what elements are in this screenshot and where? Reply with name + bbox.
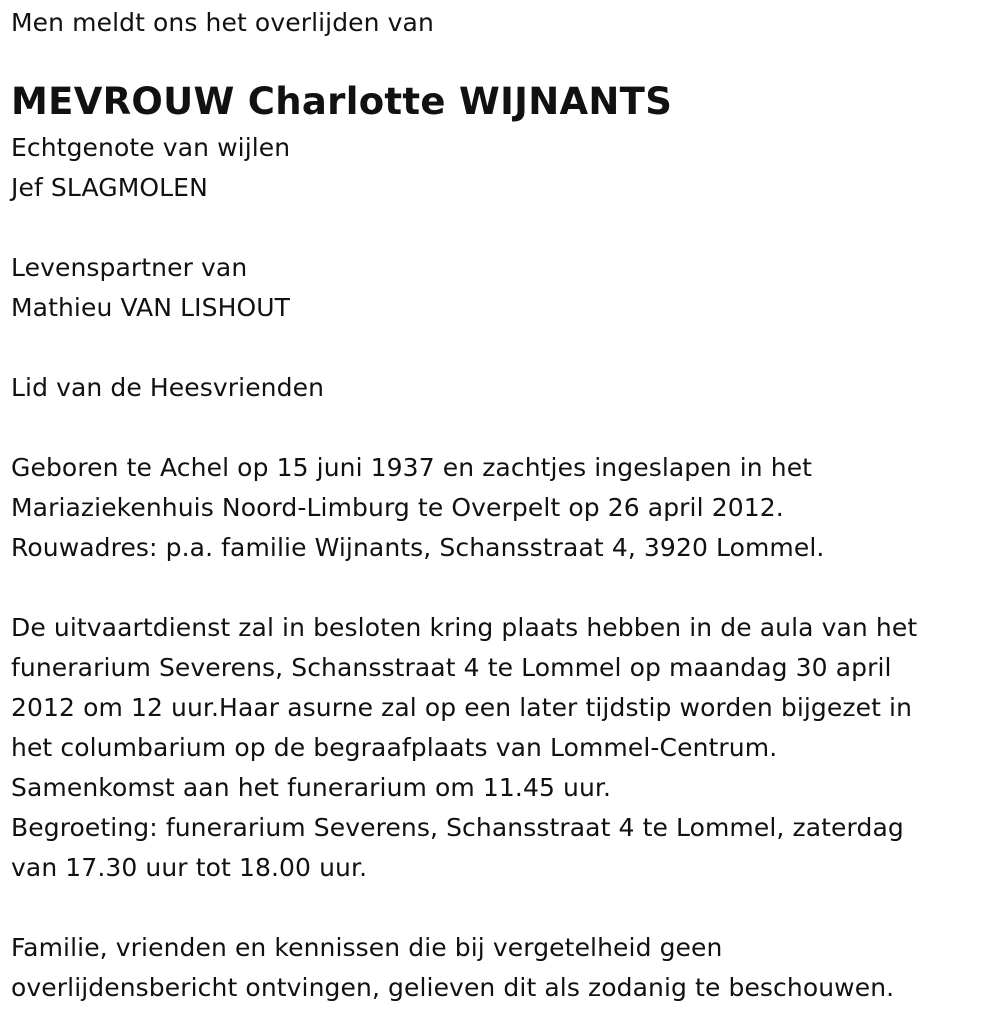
paragraph-line: Samenkomst aan het funerarium om 11.45 uur.: [11, 773, 612, 802]
partner-relation: Levenspartner van: [11, 253, 248, 282]
closing-paragraph: [11, 928, 991, 1008]
partner-name: Mathieu VAN LISHOUT: [11, 293, 291, 322]
spacer: [11, 568, 991, 608]
spacer: [11, 888, 991, 928]
paragraph-line: het columbarium op de begraafplaats van Lommel-Centrum.: [11, 733, 778, 762]
spacer: [11, 328, 991, 368]
paragraph-line: van 17.30 uur tot 18.00 uur.: [11, 853, 368, 882]
obituary-notice: [11, 0, 991, 1008]
paragraph-line: funerarium Severens, Schansstraat 4 te Lommel op maandag 30 april: [11, 653, 892, 682]
paragraph-line: Geboren te Achel op 15 juni 1937 en zachtjes ingeslapen in het: [11, 453, 813, 482]
paragraph-line: overlijdensbericht ontvingen, gelieven dit als zodanig te beschouwen.: [11, 973, 895, 1002]
paragraph-line: Mariaziekenhuis Noord-Limburg te Overpelt op 26 april 2012.: [11, 493, 784, 522]
birth-death-paragraph: [11, 448, 991, 568]
spouse-name: Jef SLAGMOLEN: [11, 173, 208, 202]
paragraph-line: Begroeting: funerarium Severens, Schansstraat 4 te Lommel, zaterdag: [11, 813, 904, 842]
paragraph-line: 2012 om 12 uur.Haar asurne zal op een later tijdstip worden bijgezet in: [11, 693, 913, 722]
intro-text: Men meldt ons het overlijden van: [11, 8, 434, 37]
spacer: [11, 208, 991, 248]
funeral-paragraph: [11, 608, 991, 888]
spouse-relation: Echtgenote van wijlen: [11, 133, 291, 162]
paragraph-line: Familie, vrienden en kennissen die bij vergetelheid geen: [11, 933, 723, 962]
membership-text: Lid van de Heesvrienden: [11, 373, 325, 402]
paragraph-line: De uitvaartdienst zal in besloten kring plaats hebben in de aula van het: [11, 613, 918, 642]
deceased-name: MEVROUW Charlotte WIJNANTS: [11, 80, 673, 123]
spacer: [11, 408, 991, 448]
paragraph-line: Rouwadres: p.a. familie Wijnants, Schansstraat 4, 3920 Lommel.: [11, 533, 825, 562]
